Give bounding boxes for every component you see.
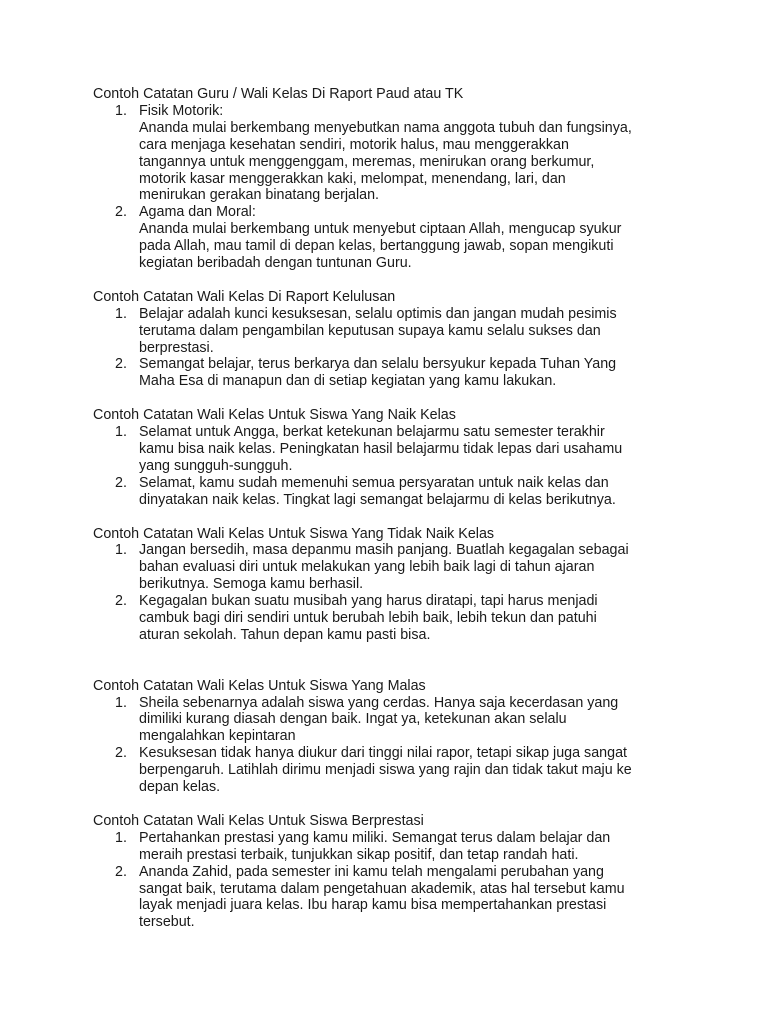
section-paud-tk — [93, 86, 693, 272]
item-line: pada Allah, mau tamil di depan kelas, bertanggung jawab, sopan mengikuti — [139, 238, 614, 255]
section-heading: Contoh Catatan Wali Kelas Di Raport Kelulusan — [93, 288, 396, 305]
item-number: 1. — [115, 542, 127, 559]
item-line: Selamat untuk Angga, berkat ketekunan belajarmu satu semester terakhir — [139, 424, 605, 441]
item-line: dinyatakan naik kelas. Tingkat lagi semangat belajarmu di kelas berikutnya. — [139, 491, 616, 508]
item-number: 2. — [115, 356, 127, 373]
numbered-list — [93, 542, 693, 643]
item-line: berpengaruh. Latihlah dirimu menjadi siswa yang rajin dan tidak takut maju ke — [139, 762, 632, 779]
item-line: meraih prestasi terbaik, tunjukkan sikap positif, dan tetap randah hati. — [139, 846, 579, 863]
item-line: layak menjadi juara kelas. Ibu harap kamu bisa mempertahankan prestasi — [139, 897, 607, 914]
numbered-list — [93, 306, 693, 391]
item-line: aturan sekolah. Tahun depan kamu pasti bisa. — [139, 626, 431, 643]
item-line: Selamat, kamu sudah memenuhi semua persyaratan untuk naik kelas dan — [139, 474, 609, 491]
section-heading: Contoh Catatan Wali Kelas Untuk Siswa Yang Malas — [93, 677, 426, 694]
item-line: kegiatan beribadah dengan tuntunan Guru. — [139, 255, 412, 272]
item-line: bahan evaluasi diri untuk melakukan yang lebih baik lagi di tahun ajaran — [139, 559, 595, 576]
item-line: Agama dan Moral: — [139, 204, 256, 221]
item-line: Maha Esa di manapun dan di setiap kegiatan yang kamu lakukan. — [139, 373, 557, 390]
item-number: 2. — [115, 204, 127, 221]
item-number: 2. — [115, 745, 127, 762]
item-line: menirukan gerakan binatang berjalan. — [139, 187, 380, 204]
item-line: Ananda Zahid, pada semester ini kamu telah mengalami perubahan yang — [139, 863, 604, 880]
item-line: Pertahankan prestasi yang kamu miliki. Semangat terus dalam belajar dan — [139, 829, 611, 846]
item-line: terutama dalam pengambilan keputusan supaya kamu selalu sukses dan — [139, 322, 601, 339]
list-item — [93, 356, 693, 390]
item-line: Sheila sebenarnya adalah siswa yang cerdas. Hanya saja kecerdasan yang — [139, 694, 619, 711]
item-line: motorik kasar menggerakkan kaki, melompat, menendang, lari, dan — [139, 170, 566, 187]
item-line: dimiliki kurang diasah dengan baik. Ingat ya, ketekunan akan selalu — [139, 711, 567, 728]
item-line: Kesuksesan tidak hanya diukur dari tinggi nilai rapor, tetapi sikap juga sangat — [139, 745, 627, 762]
section-kelulusan — [93, 289, 693, 390]
item-line: Jangan bersedih, masa depanmu masih panjang. Buatlah kegagalan sebagai — [139, 542, 629, 559]
item-line: depan kelas. — [139, 779, 221, 796]
item-line: berikutnya. Semoga kamu berhasil. — [139, 576, 364, 593]
item-line: mengalahkan kepintaran — [139, 728, 296, 745]
section-heading: Contoh Catatan Wali Kelas Untuk Siswa Yang Naik Kelas — [93, 407, 456, 424]
list-item — [93, 830, 693, 864]
item-line: cambuk bagi diri sendiri untuk berubah lebih baik, lebih tekun dan patuhi — [139, 610, 597, 627]
numbered-list — [93, 103, 693, 272]
numbered-list — [93, 695, 693, 796]
list-item — [93, 306, 693, 357]
section-heading: Contoh Catatan Guru / Wali Kelas Di Raport Paud atau TK — [93, 86, 464, 102]
item-line: Fisik Motorik: — [139, 102, 224, 119]
item-line: kamu bisa naik kelas. Peningkatan hasil belajarmu tidak lepas dari usahamu — [139, 441, 623, 457]
section-naik-kelas — [93, 407, 693, 508]
item-line: Kegagalan bukan suatu musibah yang harus diratapi, tapi harus menjadi — [139, 593, 598, 610]
item-number: 1. — [115, 694, 127, 711]
list-item — [93, 475, 693, 509]
document-page — [93, 86, 693, 931]
section-heading: Contoh Catatan Wali Kelas Untuk Siswa Berprestasi — [93, 812, 424, 829]
list-item — [93, 103, 693, 204]
list-item — [93, 593, 693, 644]
section-berprestasi — [93, 813, 693, 931]
item-number: 1. — [115, 424, 127, 441]
list-item — [93, 864, 693, 932]
section-malas — [93, 678, 693, 796]
item-line: cara menjaga kesehatan sendiri, motorik halus, mau menggerakkan — [139, 136, 569, 153]
item-line: tersebut. — [139, 914, 195, 931]
item-line: tangannya untuk menggenggam, meremas, menirukan orang berkumur, — [139, 153, 595, 170]
list-item — [93, 745, 693, 796]
item-number: 2. — [115, 863, 127, 880]
list-item — [93, 204, 693, 272]
item-number: 1. — [115, 829, 127, 846]
list-item — [93, 424, 693, 475]
numbered-list — [93, 424, 693, 509]
item-line: sangat baik, terutama dalam pengetahuan akademik, atas hal tersebut kamu — [139, 880, 625, 897]
numbered-list — [93, 830, 693, 931]
item-number: 2. — [115, 474, 127, 491]
list-item — [93, 542, 693, 593]
item-line: berprestasi. — [139, 339, 214, 356]
item-line: Belajar adalah kunci kesuksesan, selalu optimis dan jangan mudah pesimis — [139, 305, 617, 322]
item-number: 1. — [115, 102, 127, 119]
section-heading: Contoh Catatan Wali Kelas Untuk Siswa Yang Tidak Naik Kelas — [93, 525, 495, 542]
list-item — [93, 695, 693, 746]
section-tidak-naik-kelas — [93, 526, 693, 644]
item-line: Semangat belajar, terus berkarya dan selalu bersyukur kepada Tuhan Yang — [139, 356, 617, 373]
item-line: Ananda mulai berkembang menyebutkan nama anggota tubuh dan fungsinya, — [139, 119, 632, 136]
item-line: Ananda mulai berkembang untuk menyebut ciptaan Allah, mengucap syukur — [139, 221, 622, 238]
item-number: 1. — [115, 305, 127, 322]
item-number: 2. — [115, 593, 127, 610]
item-line: yang sungguh-sungguh. — [139, 457, 293, 474]
